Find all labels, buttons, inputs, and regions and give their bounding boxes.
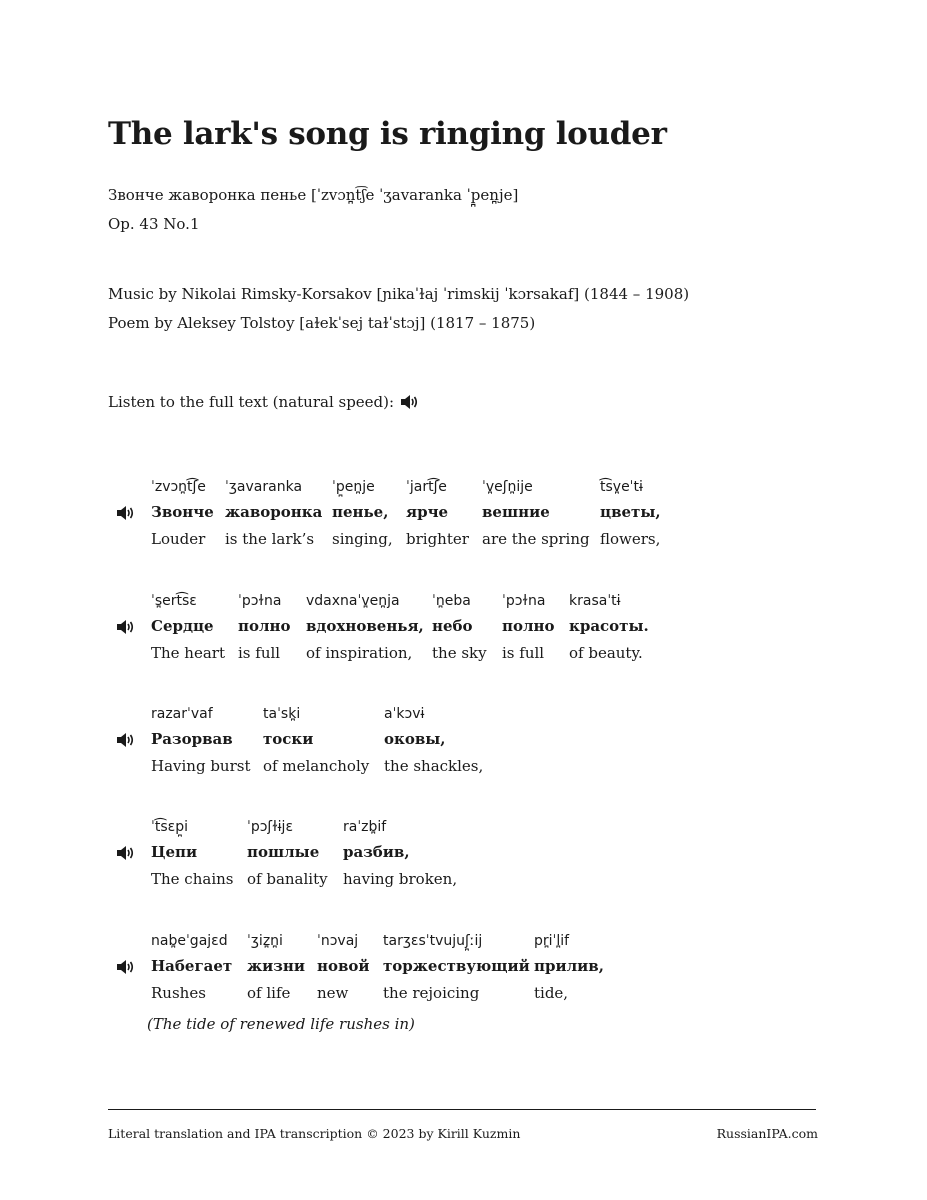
ipa-text: ˈnɔvaj [317, 933, 359, 949]
word-column [247, 816, 328, 892]
word-column [482, 476, 590, 552]
page-title: The lark's song is ringing louder [108, 116, 667, 152]
ipa-text: t͡sv̪eˈtɨ [600, 479, 643, 495]
stanza [116, 476, 816, 566]
ipa-text: ˈʒiz̪n̪i [247, 933, 283, 949]
word-column [384, 703, 483, 779]
ipa-text: ˈʒavaranka [225, 479, 303, 495]
word-column [151, 476, 214, 552]
stanza [116, 590, 816, 680]
english-text: of inspiration, [306, 644, 413, 662]
listen-label: Listen to the full text (natural speed): [108, 393, 395, 411]
word-column [238, 590, 291, 666]
russian-text: тоски [263, 730, 314, 748]
english-text: The heart [151, 644, 225, 662]
ipa-text: ˈpɔɫna [502, 593, 546, 609]
word-column [534, 930, 604, 1006]
word-column [306, 590, 424, 666]
word-column [332, 476, 393, 552]
speaker-icon[interactable] [116, 732, 134, 748]
russian-text: полно [238, 617, 291, 635]
ipa-text: pr̪iˈl̪if [534, 933, 570, 949]
russian-text: торжествующий [383, 957, 530, 975]
ipa-text: ˈpɔɫna [238, 593, 282, 609]
russian-text: Набегает [151, 957, 233, 975]
russian-text: Звонче [151, 503, 214, 521]
english-text: are the spring [482, 530, 590, 548]
speaker-icon[interactable] [116, 505, 134, 521]
translation-note: (The tide of renewed life rushes in) [147, 1015, 415, 1033]
english-text: Having burst [151, 757, 251, 775]
russian-text: пенье, [332, 503, 389, 521]
english-text: tide, [534, 984, 569, 1002]
russian-text: Сердце [151, 617, 214, 635]
word-column [600, 476, 661, 552]
english-text: flowers, [600, 530, 661, 548]
listen-full-text [108, 393, 418, 411]
english-text: is the lark’s [225, 530, 315, 548]
ipa-text: ˈv̪eʃn̪ije [482, 479, 533, 495]
ipa-text: aˈkɔvɨ [384, 706, 425, 722]
ipa-text: ˈn̪eba [432, 593, 471, 609]
word-column [317, 930, 370, 1006]
speaker-icon[interactable] [400, 394, 418, 410]
word-column [151, 590, 225, 666]
english-text: is full [502, 644, 545, 662]
word-column [151, 930, 232, 1006]
russian-text: жаворонка [225, 503, 323, 521]
ipa-text: nab̪eˈgajɛd [151, 933, 228, 949]
ipa-text: ˈpɔʃɫɨjɛ [247, 819, 294, 835]
speaker-icon[interactable] [116, 845, 134, 861]
ipa-text: vdaxnaˈv̪en̪ja [306, 593, 400, 609]
ipa-text: raˈzb̪if [343, 819, 387, 835]
english-text: having broken, [343, 870, 458, 888]
word-column [247, 930, 305, 1006]
russian-text: жизни [247, 957, 305, 975]
ipa-text: ˈjart͡ʃe [406, 479, 447, 495]
english-text: the sky [432, 644, 487, 662]
english-text: of beauty. [569, 644, 643, 662]
word-column [432, 590, 487, 666]
ipa-text: ˈs̪ert͡sɛ [151, 593, 197, 609]
english-text: is full [238, 644, 281, 662]
russian-text: вешние [482, 503, 550, 521]
word-column [569, 590, 649, 666]
ipa-text: taˈsk̪i [263, 706, 301, 722]
word-column [383, 930, 530, 1006]
english-text: the shackles, [384, 757, 484, 775]
english-text: Louder [151, 530, 206, 548]
footer-copyright: Literal translation and IPA transcription © 2023 by Kirill Kuzmin [108, 1126, 521, 1141]
song-subtitle: Звонче жаворонка пенье [ˈzvɔn̪t͡ʃe ˈʒavaranka ˈp̪en̪je] [108, 186, 519, 204]
word-column [343, 816, 457, 892]
stanza [116, 930, 816, 1020]
ipa-text: ˈt͡sɛp̪i [151, 819, 188, 835]
english-text: brighter [406, 530, 469, 548]
russian-text: пошлые [247, 843, 320, 861]
stanza [116, 816, 816, 906]
poem-credit: Poem by Aleksey Tolstoy [aɫekˈsej taɫˈstɔj] (1817 – 1875) [108, 314, 536, 332]
word-column [151, 816, 233, 892]
russian-text: разбив, [343, 843, 410, 861]
opus-number: Op. 43 No.1 [108, 215, 200, 233]
english-text: new [317, 984, 349, 1002]
english-text: The chains [151, 870, 234, 888]
ipa-text: krasaˈtɨ [569, 593, 621, 609]
speaker-icon[interactable] [116, 959, 134, 975]
word-column [263, 703, 369, 779]
english-text: the rejoicing [383, 984, 480, 1002]
footer-site-link[interactable]: RussianIPA.com [716, 1126, 818, 1141]
speaker-icon[interactable] [116, 619, 134, 635]
english-text: Rushes [151, 984, 206, 1002]
russian-text: красоты. [569, 617, 649, 635]
word-column [225, 476, 322, 552]
music-credit: Music by Nikolai Rimsky-Korsakov [ɲikaˈɫaj ˈrimskij ˈkɔrsakaf] (1844 – 1908) [108, 285, 690, 303]
ipa-text: ˈzvɔn̪t͡ʃe [151, 479, 206, 495]
russian-text: ярче [406, 503, 449, 521]
russian-text: полно [502, 617, 555, 635]
russian-text: новой [317, 957, 370, 975]
english-text: of life [247, 984, 291, 1002]
russian-text: цветы, [600, 503, 661, 521]
stanza [116, 703, 816, 793]
english-text: of banality [247, 870, 328, 888]
word-column [151, 703, 251, 779]
russian-text: Цепи [151, 843, 198, 861]
russian-text: Разорвав [151, 730, 233, 748]
word-column [502, 590, 555, 666]
russian-text: прилив, [534, 957, 604, 975]
russian-text: небо [432, 617, 473, 635]
ipa-text: razarˈvaf [151, 706, 213, 722]
english-text: of melancholy [263, 757, 370, 775]
russian-text: вдохновенья, [306, 617, 424, 635]
ipa-text: tarʒɛsˈtvujuʃ̪ːij [383, 933, 483, 949]
word-column [406, 476, 469, 552]
russian-text: оковы, [384, 730, 446, 748]
english-text: singing, [332, 530, 393, 548]
ipa-text: ˈp̪en̪je [332, 479, 375, 495]
footer-divider [108, 1109, 816, 1110]
